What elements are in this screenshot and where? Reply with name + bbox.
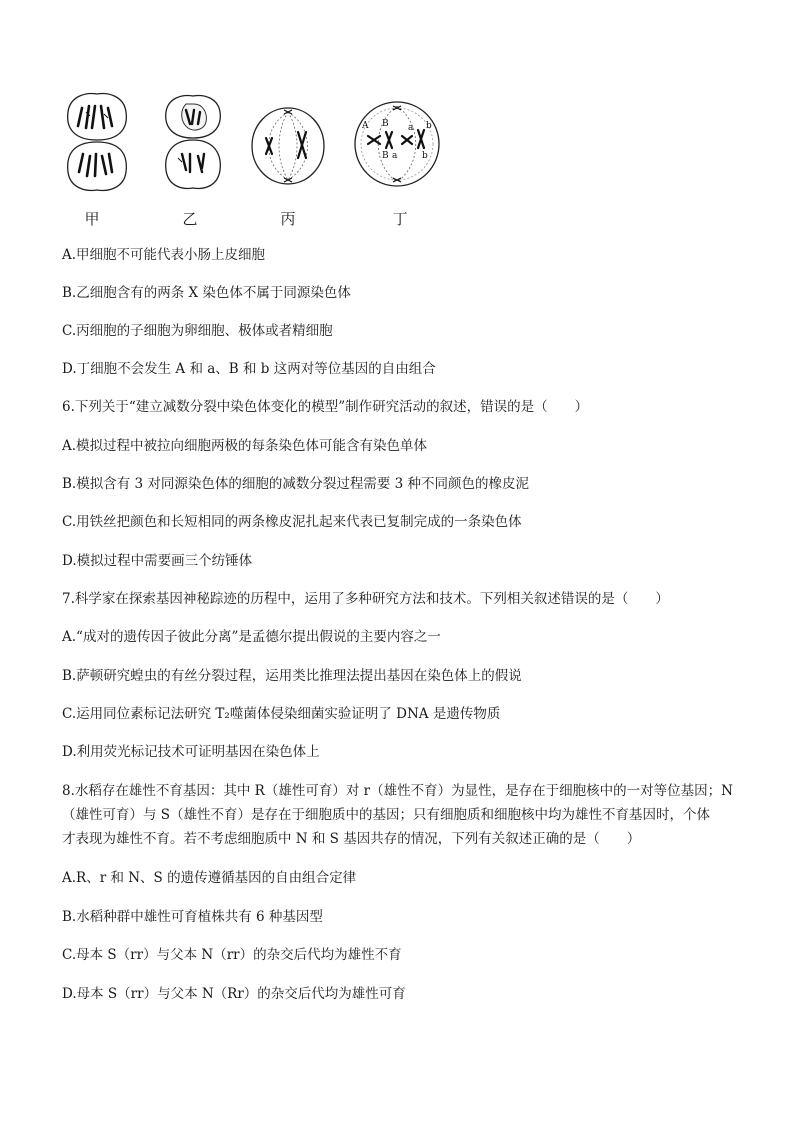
q6-option-a: A.模拟过程中被拉向细胞两极的每条染色体可能含有染色单体: [62, 438, 428, 454]
q6-option-d: D.模拟过程中需要画三个纺锤体: [62, 553, 253, 569]
q5-option-d: D.丁细胞不会发生 A 和 a、B 和 b 这两对等位基因的自由组合: [62, 361, 436, 377]
q7-option-a: A.“成对的遗传因子彼此分离”是孟德尔提出假说的主要内容之一: [62, 629, 441, 645]
label-yi: 乙: [182, 210, 198, 228]
q8-option-c: C.母本 S（rr）与父本 N（rr）的杂交后代均为雄性不育: [62, 947, 402, 963]
cell-ding-diagram: [352, 88, 442, 228]
q7-option-b: B.萨顿研究蝗虫的有丝分裂过程，运用类比推理法提出基因在染色体上的假说: [62, 668, 522, 684]
q5-option-b: B.乙细胞含有的两条 X 染色体不属于同源染色体: [62, 285, 351, 301]
q8-option-a: A.R、r 和 N、S 的遗传遵循基因的自由组合定律: [62, 870, 357, 886]
q8-stem-line-2: （雄性可育）与 S（雄性不育）是存在于细胞质中的基因；只有细胞质和细胞核中均为雄性不育基因时，个体: [62, 807, 711, 823]
label-ding: 丁: [392, 210, 408, 228]
cell-division-figure: [0, 88, 794, 238]
gene-label-b-lower: b: [422, 151, 428, 161]
q8-option-b: B.水稻种群中雄性可育植株共有 6 种基因型: [62, 909, 323, 925]
q8-stem-line-3: 才表现为雄性不育。若不考虑细胞质中 N 和 S 基因共存的情况，下列有关叙述正确的是（ ）: [62, 831, 641, 847]
q7-option-d: D.利用荧光标记技术可证明基因在染色体上: [62, 744, 320, 760]
gene-label-B: B: [382, 119, 389, 129]
q6-option-c: C.用铁丝把颜色和长短相同的两条橡皮泥扎起来代表已复制完成的一条染色体: [62, 514, 522, 530]
label-bing: 丙: [280, 210, 296, 228]
q6-stem: 6.下列关于“建立减数分裂中染色体变化的模型”制作研究活动的叙述，错误的是（ ）: [62, 399, 589, 415]
gene-label-a-lower: a: [392, 151, 398, 161]
gene-label-b: b: [426, 121, 432, 131]
cell-jia-diagram: [62, 88, 132, 228]
gene-label-a: a: [408, 123, 414, 133]
q7-option-c: C.运用同位素标记法研究 T₂噬菌体侵染细菌实验证明了 DNA 是遗传物质: [62, 706, 501, 722]
label-jia: 甲: [84, 210, 100, 228]
q8-stem-line-1: 8.水稻存在雄性不育基因：其中 R（雄性可育）对 r（雄性不育）为显性，是存在于细胞核中的一对等位基因；N: [62, 783, 733, 799]
cell-bing-diagram: [248, 88, 328, 228]
gene-label-A: A: [362, 121, 369, 131]
q5-option-c: C.丙细胞的子细胞为卵细胞、极体或者精细胞: [62, 323, 333, 339]
q6-option-b: B.模拟含有 3 对同源染色体的细胞的减数分裂过程需要 3 种不同颜色的橡皮泥: [62, 476, 530, 492]
q7-stem: 7.科学家在探索基因神秘踪迹的历程中，运用了多种研究方法和技术。下列相关叙述错误的是（ ）: [62, 591, 669, 607]
cell-yi-diagram: [158, 88, 228, 228]
q5-option-a: A.甲细胞不可能代表小肠上皮细胞: [62, 247, 266, 263]
gene-label-B-lower: B: [382, 151, 389, 161]
q8-option-d: D.母本 S（rr）与父本 N（Rr）的杂交后代均为雄性可育: [62, 986, 406, 1002]
